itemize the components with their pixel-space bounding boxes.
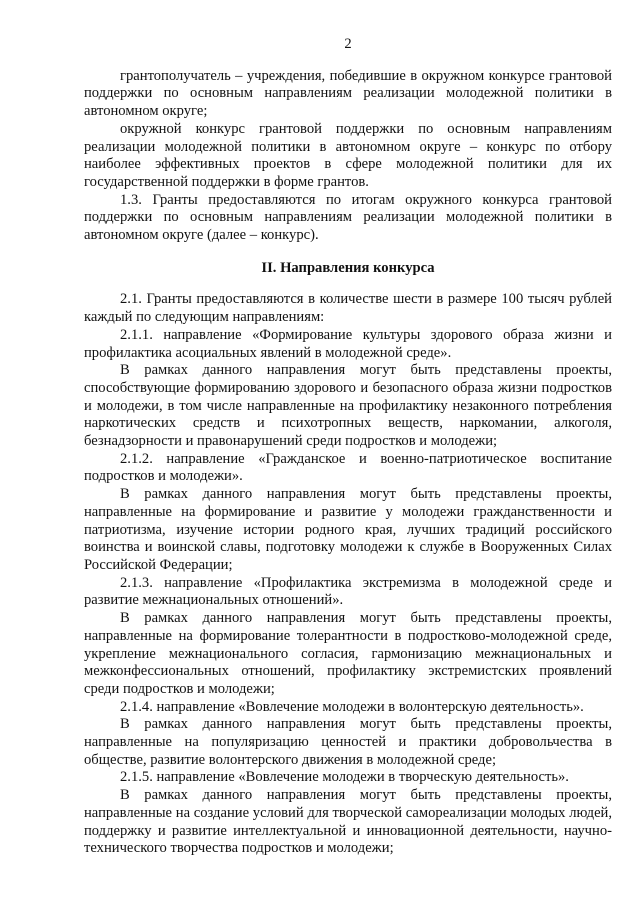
clause-2-1-3: 2.1.3. направление «Профилактика экстремизма в молодежной среде и развитие межнациональных отношений». xyxy=(84,574,612,609)
clause-2-1-4: 2.1.4. направление «Вовлечение молодежи в волонтерскую деятельность». xyxy=(120,698,584,715)
clause-1-3: 1.3. Гранты предоставляются по итогам окружного конкурса грантовой поддержки по основным направлениям реализации молодежной политики в автономном округе (далее – конкурс). xyxy=(84,191,612,244)
clause-2-1: 2.1. Гранты предоставляются в количестве шести в размере 100 тысяч рублей каждый по следующим направлениям: xyxy=(84,291,612,326)
clause-2-1-1-description: В рамках данного направления могут быть представлены проекты, способствующие формированию здорового и безопасного образа жизни подростков и молодежи, в том числе направленные на профилактику незаконного потребления наркотических средств и психотропных веществ, наркомании, алкоголя, безнадзорности и правонарушений среди подростков и молодежи; xyxy=(84,362,612,450)
clause-2-1-5-description: В рамках данного направления могут быть представлены проекты, направленные на создание условий для творческой самореализации молодых людей, поддержку и развитие интеллектуальной и инновационной деятельности, научно-технического творчества подростков и молодежи; xyxy=(84,787,612,857)
definition-grant-recipient: грантополучатель – учреждения, победившие в окружном конкурсе грантовой поддержки по основным направлениям реализации молодежной политики в автономном округе; xyxy=(84,67,612,120)
clause-2-1-2: 2.1.2. направление «Гражданское и военно-патриотическое воспитание подростков и молодежи». xyxy=(84,450,612,485)
page-number: 2 xyxy=(344,36,352,52)
clause-2-1-4-description: В рамках данного направления могут быть представлены проекты, направленные на популяризацию ценностей и практики добровольчества в обществе, развитие волонтерского движения в молодежной среде; xyxy=(84,716,612,768)
clause-2-1-1: 2.1.1. направление «Формирование культуры здорового образа жизни и профилактика асоциальных явлений в молодежной среде». xyxy=(84,326,612,361)
clause-2-1-5: 2.1.5. направление «Вовлечение молодежи в творческую деятельность». xyxy=(120,769,569,786)
definition-district-contest: окружной конкурс грантовой поддержки по основным направлениям реализации молодежной политики в автономном округе – конкурс по отбору наиболее эффективных проектов в сфере молодежной политики для их государственной поддержки в форме грантов. xyxy=(84,120,612,190)
document-page xyxy=(84,36,612,858)
clause-2-1-2-description: В рамках данного направления могут быть представлены проекты, направленные на формирование и развитие у молодежи гражданственности и патриотизма, изучение истории родного края, лучших традиций российского воинства и воинской славы, подготовку молодежи к службе в Вооруженных Силах Российской Федерации; xyxy=(84,486,612,573)
section-heading: II. Направления конкурса xyxy=(261,259,435,276)
clause-2-1-3-description: В рамках данного направления могут быть представлены проекты, направленные на формирование толерантности в подростково-молодежной среде, укрепление межнационального согласия, гармонизацию межнациональных и межконфессиональных отношений, профилактику экстремистских проявлений среди подростков и молодежи; xyxy=(84,610,612,697)
